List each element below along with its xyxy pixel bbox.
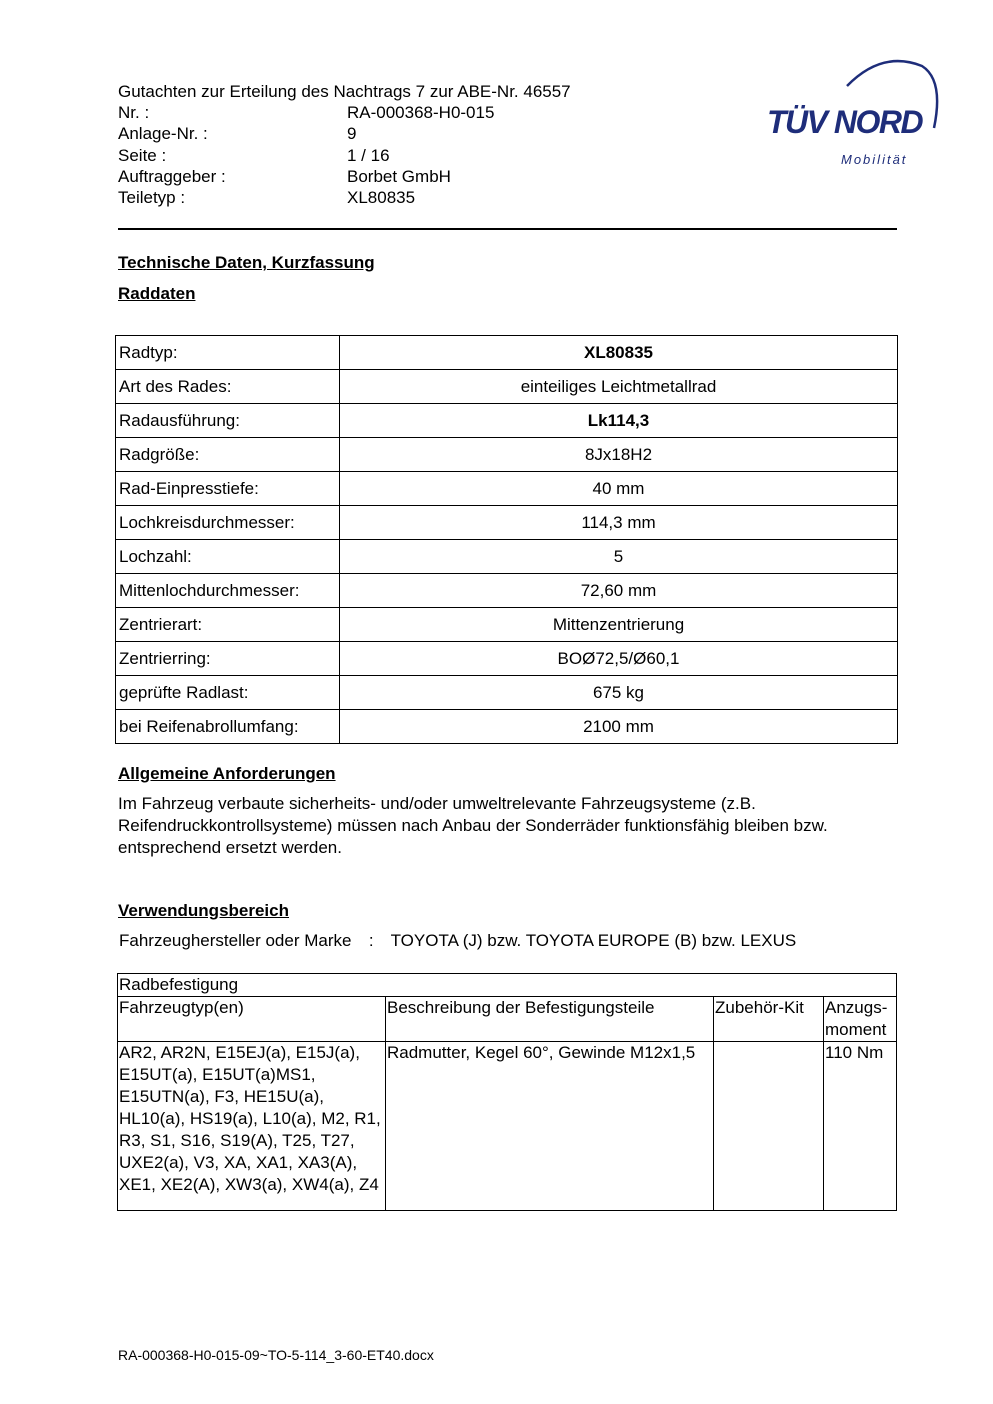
table-row [116, 574, 898, 608]
row-value: 40 mm [340, 472, 898, 506]
table-row [116, 438, 898, 472]
row-label: bei Reifenabrollumfang: [116, 710, 340, 744]
row-value: einteiliges Leichtmetallrad [340, 370, 898, 404]
header-fahrzeugtyp: Fahrzeugtyp(en) [118, 997, 386, 1042]
section-verwendungsbereich: Verwendungsbereich [118, 901, 289, 920]
header-divider [118, 228, 897, 230]
row-label: Radtyp: [116, 336, 340, 370]
row-label: Art des Rades: [116, 370, 340, 404]
tuv-nord-logo [762, 58, 942, 173]
row-value: 114,3 mm [340, 506, 898, 540]
table-row [116, 506, 898, 540]
header-value: 9 [347, 124, 357, 144]
row-value: Mittenzentrierung [340, 608, 898, 642]
logo-subtitle: Mobilität [841, 152, 908, 167]
row-value: 8Jx18H2 [340, 438, 898, 472]
table-row [116, 710, 898, 744]
row-label: Zentrierring: [116, 642, 340, 676]
header-title: Gutachten zur Erteilung des Nachtrags 7 zur ABE-Nr. 46557 [118, 82, 571, 101]
radbefestigung-table [117, 973, 897, 1211]
cell-fahrzeugtypen: AR2, AR2N, E15EJ(a), E15J(a), E15UT(a), E15UT(a)MS1, E15UTN(a), F3, HE15U(a), HL10(a), HS19(a), L10(a), M2, R1, R3, S1, S16, S19(A), T25, T27, UXE2(a), V3, XA, XA1, XA3(A), XE1, XE2(A), XW3(a), XW4(a), Z4 [118, 1042, 386, 1211]
table-row [116, 336, 898, 370]
cell-anzugsmoment: 110 Nm [824, 1042, 897, 1211]
logo-wordmark: TÜV NORD [767, 104, 923, 140]
header-value: Borbet GmbH [347, 166, 451, 186]
table-row [116, 404, 898, 438]
table-title-row [118, 974, 897, 997]
header-row-auftraggeber [118, 166, 571, 187]
section-allgemeine-anforderungen: Allgemeine Anforderungen [118, 764, 336, 783]
row-value: 675 kg [340, 676, 898, 710]
table-row [116, 608, 898, 642]
hersteller-value: TOYOTA (J) bzw. TOYOTA EUROPE (B) bzw. LEXUS [390, 931, 797, 950]
table-row [116, 676, 898, 710]
document-header [118, 81, 571, 208]
header-label: Auftraggeber : [118, 166, 226, 186]
table-row [116, 540, 898, 574]
header-label: Nr. : [118, 103, 150, 123]
header-anzugsmoment: Anzugs-moment [824, 997, 897, 1042]
row-value: BOØ72,5/Ø60,1 [340, 642, 898, 676]
header-label: Seite : [118, 145, 167, 165]
row-label: Lochzahl: [116, 540, 340, 574]
row-label: geprüfte Radlast: [116, 676, 340, 710]
header-zubehoer-kit: Zubehör-Kit [714, 997, 824, 1042]
row-label: Radausführung: [116, 404, 340, 438]
row-value: 2100 mm [340, 710, 898, 744]
table-row [116, 472, 898, 506]
row-label: Radgröße: [116, 438, 340, 472]
header-row-nr [118, 102, 571, 123]
cell-zubehoer-kit [714, 1042, 824, 1211]
hersteller-separator: : [368, 931, 374, 950]
allgemein-paragraph: Im Fahrzeug verbaute sicherheits- und/oder umweltrelevante Fahrzeugsysteme (z.B. Reifendruckkontrollsysteme) müssen nach Anbau der Sonderräder funktionsfähig bleiben bzw. entsprechend ersetzt werden. [118, 794, 828, 857]
row-value: 72,60 mm [340, 574, 898, 608]
header-row-seite [118, 145, 571, 166]
hersteller-label: Fahrzeughersteller oder Marke [119, 931, 352, 950]
row-label: Rad-Einpresstiefe: [116, 472, 340, 506]
table-row [118, 1042, 897, 1211]
header-row-teiletyp [118, 187, 571, 208]
row-value: Lk114,3 [340, 404, 898, 438]
row-label: Lochkreisdurchmesser: [116, 506, 340, 540]
section-raddaten: Raddaten [118, 284, 196, 303]
row-label: Zentrierart: [116, 608, 340, 642]
cell-beschreibung: Radmutter, Kegel 60°, Gewinde M12x1,5 [386, 1042, 714, 1211]
header-label: Anlage-Nr. : [118, 124, 208, 144]
row-value: XL80835 [340, 336, 898, 370]
table-header-row [118, 997, 897, 1042]
hersteller-line [119, 931, 796, 951]
table-row [116, 370, 898, 404]
header-beschreibung: Beschreibung der Befestigungsteile [386, 997, 714, 1042]
row-label: Mittenlochdurchmesser: [116, 574, 340, 608]
table-title: Radbefestigung [118, 974, 897, 997]
raddaten-table [115, 335, 898, 744]
footer-filename: RA-000368-H0-015-09~TO-5-114_3-60-ET40.docx [118, 1347, 434, 1363]
header-value: RA-000368-H0-015 [347, 103, 495, 123]
header-value: 1 / 16 [347, 145, 390, 165]
table-row [116, 642, 898, 676]
header-label: Teiletyp : [118, 188, 186, 208]
section-technische-daten: Technische Daten, Kurzfassung [118, 253, 375, 272]
row-value: 5 [340, 540, 898, 574]
header-value: XL80835 [347, 188, 416, 208]
header-row-anlage [118, 123, 571, 144]
